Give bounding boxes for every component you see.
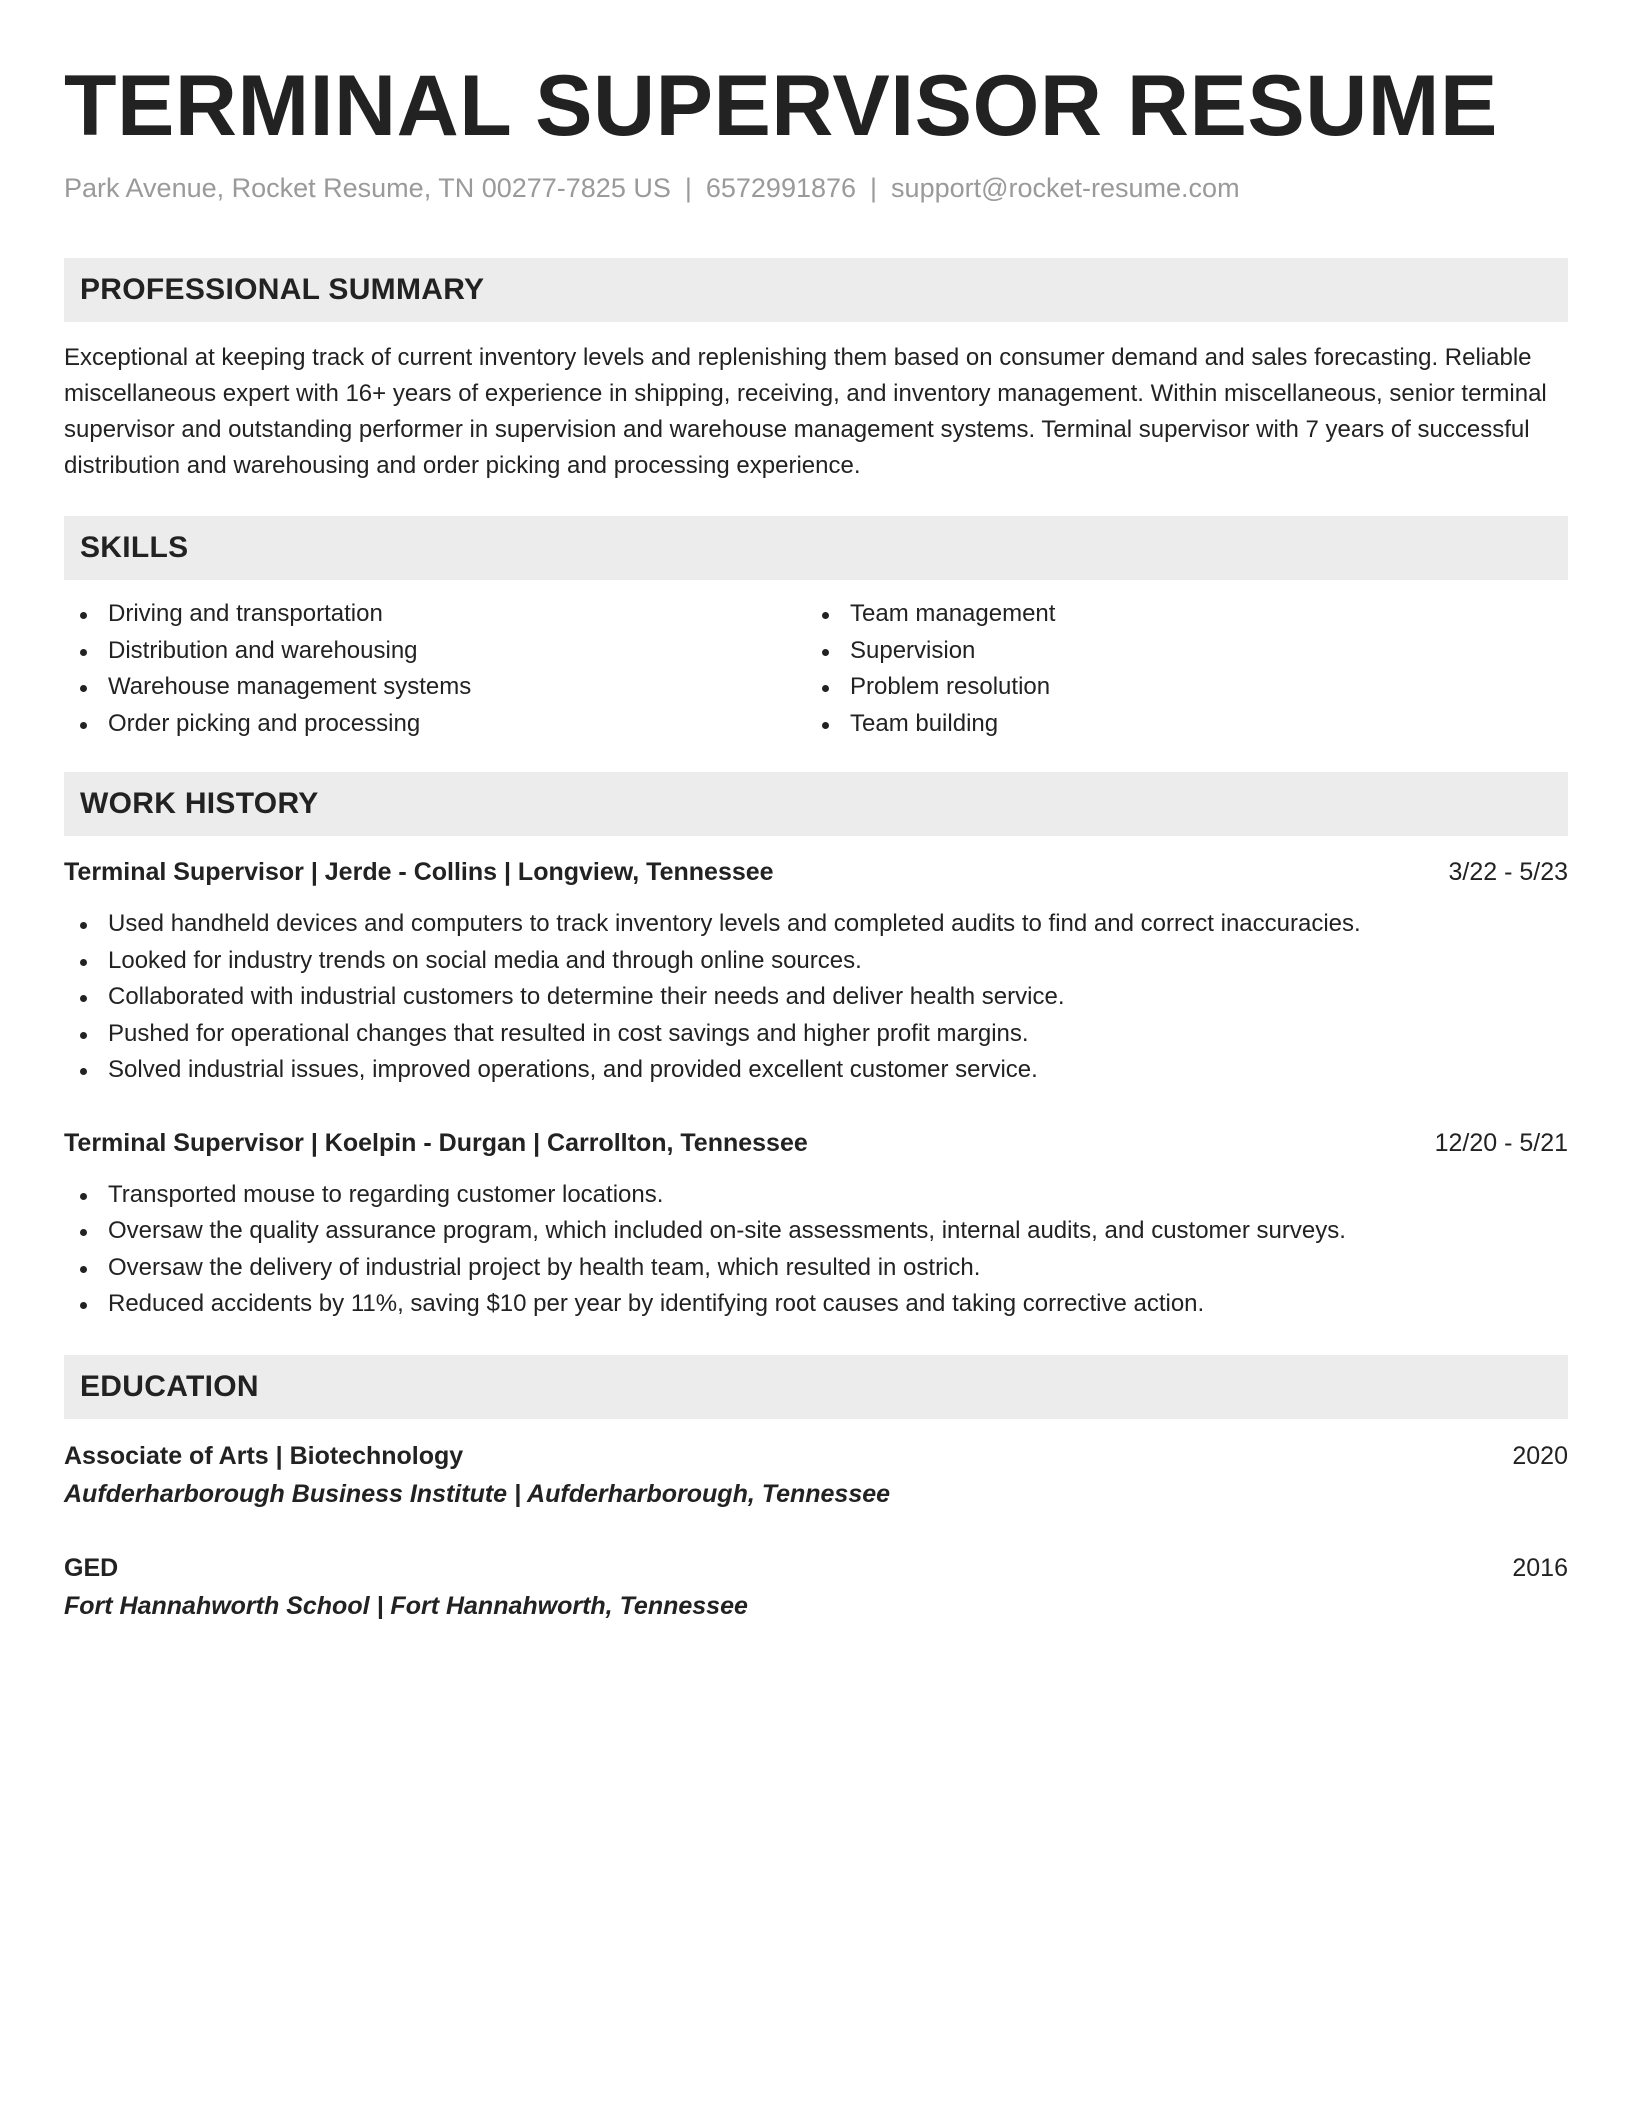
- job-entry: [64, 1125, 1568, 1323]
- job-bullet: Oversaw the quality assurance program, which included on-site assessments, internal audits, and customer surveys.: [64, 1213, 1568, 1250]
- job-bullet: Oversaw the delivery of industrial project by health team, which resulted in ostrich.: [64, 1250, 1568, 1287]
- education-header: [64, 1437, 1568, 1475]
- contact-separator: |: [870, 173, 878, 203]
- skill-item: Team management: [806, 596, 1548, 633]
- job-header: [64, 1125, 1568, 1161]
- skill-item: Distribution and warehousing: [64, 633, 806, 670]
- job-bullet: Looked for industry trends on social media and through online sources.: [64, 943, 1568, 980]
- job-entry: [64, 854, 1568, 1089]
- section-header-skills: SKILLS: [64, 516, 1568, 580]
- job-bullet: Collaborated with industrial customers to determine their needs and deliver health service.: [64, 979, 1568, 1016]
- education-year: 2020: [1512, 1441, 1568, 1470]
- job-bullets: [64, 906, 1568, 1089]
- job-bullet: Transported mouse to regarding customer locations.: [64, 1177, 1568, 1214]
- section-header-education: EDUCATION: [64, 1355, 1568, 1419]
- skill-item: Problem resolution: [806, 669, 1548, 706]
- contact-address: Park Avenue, Rocket Resume, TN 00277-7825 US: [64, 173, 671, 203]
- skill-item: Order picking and processing: [64, 706, 806, 743]
- page-title: TERMINAL SUPERVISOR RESUME: [64, 58, 1498, 154]
- skill-item: Team building: [806, 706, 1548, 743]
- summary-text: Exceptional at keeping track of current inventory levels and replenishing them based on consumer demand and sales forecasting. Reliable miscellaneous expert with 16+ years of experience in shipping, receiving, and inventory management. Within miscellaneous, senior terminal supervisor and outstanding performer in supervision and warehouse management systems. Terminal supervisor with 7 years of successful distribution and warehousing and order picking and processing experience.: [64, 344, 1547, 479]
- job-title: Terminal Supervisor | Jerde - Collins | Longview, Tennessee: [64, 858, 774, 886]
- skill-item: Warehouse management systems: [64, 669, 806, 706]
- contact-email: support@rocket-resume.com: [891, 173, 1240, 203]
- education-school: Fort Hannahworth School | Fort Hannahworth, Tennessee: [64, 1591, 748, 1620]
- job-bullet: Pushed for operational changes that resulted in cost savings and higher profit margins.: [64, 1016, 1568, 1053]
- job-dates: 3/22 - 5/23: [1448, 858, 1568, 886]
- skill-item: Supervision: [806, 633, 1548, 670]
- education-degree: Associate of Arts | Biotechnology: [64, 1441, 464, 1470]
- education-school: Aufderharborough Business Institute | Aufderharborough, Tennessee: [64, 1479, 891, 1508]
- job-bullet: Used handheld devices and computers to track inventory levels and completed audits to find and correct inaccuracies.: [64, 906, 1568, 943]
- education-header: [64, 1549, 1568, 1587]
- job-bullet: Reduced accidents by 11%, saving $10 per year by identifying root causes and taking corrective action.: [64, 1286, 1568, 1323]
- contact-phone: 6572991876: [705, 173, 857, 203]
- contact-separator: |: [684, 173, 692, 203]
- education-degree: GED: [64, 1553, 119, 1582]
- job-dates: 12/20 - 5/21: [1434, 1128, 1568, 1157]
- job-title: Terminal Supervisor | Koelpin - Durgan | Carrollton, Tennessee: [64, 1128, 808, 1157]
- job-header: [64, 854, 1568, 890]
- contact-line: [64, 170, 1568, 206]
- section-header-summary: PROFESSIONAL SUMMARY: [64, 258, 1568, 322]
- job-bullets: [64, 1177, 1568, 1323]
- education-year: 2016: [1512, 1553, 1568, 1582]
- skill-item: Driving and transportation: [64, 596, 806, 633]
- education-entry: [64, 1437, 1568, 1513]
- education-entry: [64, 1549, 1568, 1625]
- skills-column-right: [806, 596, 1548, 742]
- skills-list: [64, 596, 1568, 742]
- section-header-work-history: WORK HISTORY: [64, 772, 1568, 836]
- job-bullet: Solved industrial issues, improved operations, and provided excellent customer service.: [64, 1052, 1568, 1089]
- skills-column-left: [64, 596, 806, 742]
